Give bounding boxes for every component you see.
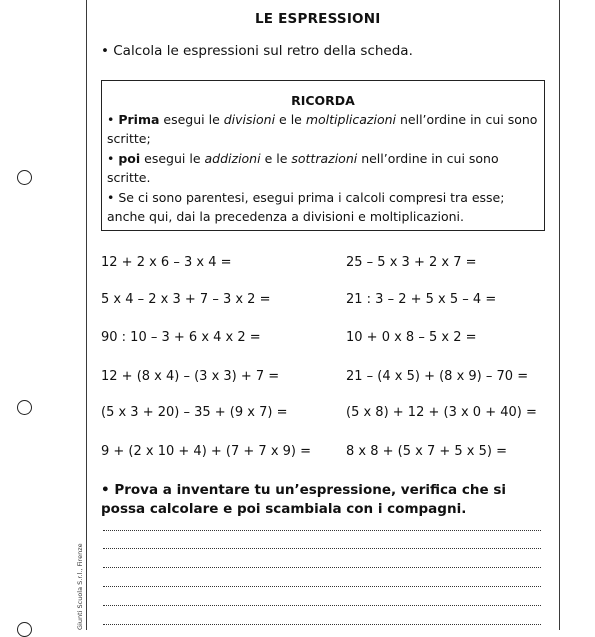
rule-bullet: • — [107, 151, 119, 166]
page-title: LE ESPRESSIONI — [255, 11, 381, 27]
rule-keyword: Prima — [118, 112, 160, 127]
publisher-credit: Giunti Scuola S.r.l., Firenze — [76, 543, 84, 630]
binder-hole-middle — [17, 400, 32, 415]
rule-parentesi: • Se ci sono parentesi, esegui prima i calcoli compresi tra esse; anche qui, dai la precedenza a divisioni e moltiplicazioni. — [107, 190, 505, 224]
expression-item: 12 + (8 x 4) – (3 x 3) + 7 = — [101, 369, 280, 384]
expression-item: 12 + 2 x 6 – 3 x 4 = — [101, 255, 232, 270]
rule-text: nell’ordine in cui sono scritte; — [107, 112, 538, 146]
writing-line[interactable] — [103, 548, 541, 549]
expression-item: 10 + 0 x 8 – 5 x 2 = — [346, 330, 477, 345]
ricorda-box — [101, 80, 545, 231]
expression-item: 25 – 5 x 3 + 2 x 7 = — [346, 255, 477, 270]
writing-line[interactable] — [103, 567, 541, 568]
writing-line[interactable] — [103, 586, 541, 587]
writing-line[interactable] — [103, 605, 541, 606]
expression-item: 21 – (4 x 5) + (8 x 9) – 70 = — [346, 369, 529, 384]
rule-poi — [107, 149, 543, 187]
expression-item: 90 : 10 – 3 + 6 x 4 x 2 = — [101, 330, 261, 345]
expression-item: (5 x 3 + 20) – 35 + (9 x 7) = — [101, 405, 288, 420]
rule-keyword: poi — [118, 151, 141, 166]
rule-text: nell’ordine in cui sono scritte. — [107, 151, 499, 185]
rule-text: e le — [260, 151, 292, 166]
rule-term: divisioni — [223, 112, 276, 127]
ricorda-title: RICORDA — [291, 93, 355, 108]
rule-bullet: • — [107, 112, 119, 127]
rule-text: e le — [275, 112, 306, 127]
expression-item: 21 : 3 – 2 + 5 x 5 – 4 = — [346, 292, 497, 307]
rule-term: sottrazioni — [291, 151, 358, 166]
expression-item: 8 x 8 + (5 x 7 + 5 x 5) = — [346, 444, 507, 459]
rule-text: esegui le — [140, 151, 205, 166]
sheet-right-edge — [559, 0, 560, 630]
binder-hole-top — [17, 170, 32, 185]
writing-line[interactable] — [103, 530, 541, 531]
writing-line[interactable] — [103, 624, 541, 625]
rule-term: moltiplicazioni — [305, 112, 397, 127]
rule-text: esegui le — [159, 112, 224, 127]
rule-prima — [107, 110, 543, 148]
sheet-left-edge — [86, 0, 87, 630]
expression-item: (5 x 8) + 12 + (3 x 0 + 40) = — [346, 405, 537, 420]
instruction-text: • Calcola le espressioni sul retro della scheda. — [101, 43, 413, 59]
expression-item: 9 + (2 x 10 + 4) + (7 + 7 x 9) = — [101, 444, 312, 459]
invent-instruction: • Prova a inventare tu un’espressione, verifica che si possa calcolare e poi scambiala con i compagni. — [101, 482, 506, 517]
rule-term: addizioni — [204, 151, 261, 166]
expression-item: 5 x 4 – 2 x 3 + 7 – 3 x 2 = — [101, 292, 271, 307]
